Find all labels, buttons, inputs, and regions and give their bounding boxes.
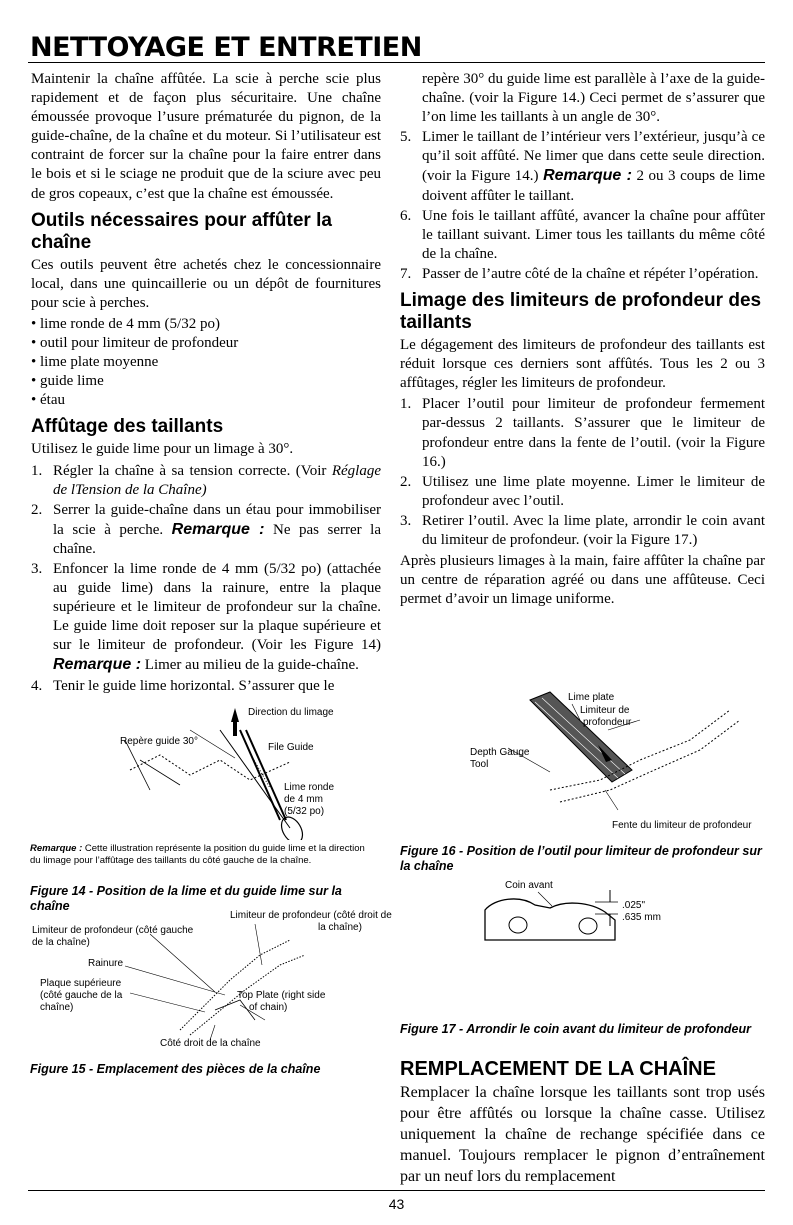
heading-tools: Outils nécessaires pour affûter la chaîne [31,209,332,253]
list-item [31,560,381,676]
list-item [400,512,765,550]
label-inch: .025" [622,900,646,911]
label-top-plate-right: Top Plate (right side [237,990,326,1001]
note-keyword: Remarque : [543,167,632,185]
step-text: Placer l’outil pour limiteur de profondeur fermement par-dessus 2 taillants. S’assurer que le limiteur de profondeur entre dans la fente de l’outil. (voir la Figure 16.) [422,396,765,470]
heading-cutters: Affûtage des taillants [31,416,224,438]
label-right-side: Côté droit de la chaîne [160,1038,261,1049]
label-depth-gauge-right: Limiteur de profondeur (côté droit de [230,910,392,921]
top-rule [28,62,765,63]
list-item: • lime plate moyenne [31,354,159,371]
step-number: 1. [31,462,43,479]
list-item [400,128,765,205]
list-item [400,473,765,511]
figure-16-caption: Figure 16 - Position de l’outil pour limiteur de profondeur sur la chaîne [400,844,762,873]
step-number: 1. [400,396,412,413]
label-lime-plate: Lime plate [568,692,615,703]
label-lime-ronde: Lime ronde [284,782,335,793]
label-file-guide: File Guide [268,742,314,753]
list-item [400,70,765,127]
step-number: 3. [31,560,43,577]
step-number: 5. [400,129,412,146]
step-text: Limer le taillant de l’intérieur vers l’extérieur, jusqu’à ce qu’il soit affûté. Ne limer que dans cette seule direction. (voir la Figure 14.) [422,129,765,185]
after-paragraph: Après plusieurs limages à la main, faire affûter la chaîne par un centre de réparation agréé ou dans une affûteuse. Ceci permet d’avoir un limage uniforme. [400,553,765,608]
label-direction: Direction du limage [248,707,334,718]
page-title: NETTOYAGE ET ENTRETIEN [30,32,422,63]
list-item [400,395,765,471]
label-depth-gauge: Depth Gauge [470,747,530,758]
label-repere: Repère guide 30° [120,736,198,747]
label-limiteur-de: Limiteur de [580,705,630,716]
step-text: Limer au milieu de la guide-chaîne. [144,657,359,674]
label-top-plate-left-side: (côté gauche de la [40,990,123,1001]
intro-paragraph: Maintenir la chaîne affûtée. La scie à perche scie plus rapidement et de façon plus sécuritaire. Une chaîne émoussée provoque l’usure prématurée du pignon, de la guide-chaîne, de la chaîne et du moteur. Si l’utilisateur est contraint de forcer sur la chaîne pour la faire entrer dans le bois et si le sciage ne produit que de la sciure avec peu de gros copeaux, c’est que la chaîne est émoussée. [31,71,381,202]
figure-14 [30,700,380,840]
right-column [400,70,765,611]
step-text: Passer de l’autre côté de la chaîne et répéter l’opération. [422,265,759,282]
replacement-paragraph: Remplacer la chaîne lorsque les taillants sont trop usés pour être affûtés ou lorsque la chaîne casse. Utilisez uniquement la chaîne de rechange spécifiée dans ce manuel. Toujours remplacer le pignon d’entraînement par un neuf lors du remplacement [400,1084,765,1185]
replacement-section [400,1058,765,1189]
label-coin-avant: Coin avant [505,880,553,891]
label-mm: .635 mm [622,912,661,923]
list-item [400,207,765,264]
figure-17-drawing [400,880,765,1000]
step-number: 3. [400,512,412,529]
figure-15 [30,910,392,1050]
tools-intro: Ces outils peuvent être achetés chez le concessionnaire local, dans une quincaillerie ou un dépôt de fournitures pour scie à perches. [31,256,381,311]
list-item: • guide lime [31,373,104,390]
step-text: Ne pas serrer la chaîne. [53,521,382,557]
label-tool: Tool [470,759,489,770]
list-item: • étau [31,392,65,409]
cutters-intro: Utilisez le guide lime pour un limage à 30°. [31,441,294,458]
page-number: 43 [388,1196,405,1212]
list-item [31,462,381,500]
step-text: Retirer l’outil. Avec la lime plate, arrondir le coin avant du limiteur de profondeur. (voir la Figure 17.) [422,512,765,548]
bottom-rule [28,1190,765,1191]
step-text: repère 30° du guide lime est parallèle à l’axe de la guide-chaîne. (voir la Figure 14.) Ceci permet de s’assurer que l’on lime les taillants à un angle de 30°. [422,71,765,126]
label-top-plate-left-chain: chaîne) [40,1002,74,1013]
cutters-steps-continued [400,70,765,284]
step-number: 6. [400,207,412,224]
figure-14-drawing [30,700,380,840]
label-profondeur: profondeur [583,717,632,728]
note-keyword: Remarque : [171,520,265,538]
label-depth-gauge-left: Limiteur de profondeur (côté gauche [32,925,194,936]
tools-list [31,315,381,410]
label-depth-gauge-left-side: de la chaîne) [32,937,90,948]
list-item [31,677,381,696]
step-reference: Réglage de lTension de la Chaîne) [53,462,382,498]
figure-17 [400,880,765,1000]
step-text: Une fois le taillant affûté, avancer la chaîne pour affûter le taillant suivant. Limer tous les taillants du même côté de la chaîne. [422,207,765,262]
step-text: Utilisez une lime plate moyenne. Limer le limiteur de profondeur avec l’outil. [422,473,765,509]
list-item [400,265,765,284]
step-text: Régler la chaîne à sa tension correcte. (Voir [53,462,327,479]
label-top-plate-right-side: of chain) [249,1002,288,1013]
note-text: Cette illustration représente la position du guide lime et la direction du limage pour l’affûtage des taillants du côté gauche de la chaîne. [30,843,365,866]
depth-steps [400,395,765,550]
depth-intro: Le dégagement des limiteurs de profondeur des taillants est réduit lorsque ces derniers sont affûtés. Tous les 2 ou 3 affûtages, régler les limiteurs de profondeur. [400,337,765,392]
step-text: 2 ou 3 coups de lime doivent affûter le taillant. [422,168,765,204]
label-depth-gauge-right-side: la chaîne) [318,922,362,933]
list-item: • lime ronde de 4 mm (5/32 po) [31,315,220,332]
list-item [31,501,381,559]
label-top-plate-left: Plaque supérieure [40,978,122,989]
heading-depth-gauges: Limage des limiteurs de profondeur des taillants [400,290,762,334]
list-item: • outil pour limiteur de profondeur [31,335,239,352]
step-text: Enfoncer la lime ronde de 4 mm (5/32 po) (attachée au guide lime) dans la rainure, entre la plaque supérieure et le limiteur de profondeur sur la chaîne. Le guide lime doit reposer sur la plaque supérieure et sur le limiteur de profondeur. (Voir les Figure 14) [53,560,381,654]
note-keyword: Remarque : [53,656,142,674]
step-number: 4. [31,677,43,694]
figure-15-caption: Figure 15 - Emplacement des pièces de la chaîne [30,1062,321,1076]
step-text: Tenir le guide lime horizontal. S’assurer que le [53,677,335,694]
step-number: 7. [400,265,412,282]
left-column [31,70,381,698]
label-lime-size-in: (5/32 po) [284,806,325,817]
step-number: 2. [400,473,412,490]
step-number: 2. [31,501,43,518]
figure-17-caption: Figure 17 - Arrondir le coin avant du limiteur de profondeur [400,1022,751,1036]
figure-14-note [30,843,370,866]
label-lime-size-mm: de 4 mm [284,794,323,805]
figure-14-caption: Figure 14 - Position de la lime et du guide lime sur la chaîne [30,884,342,913]
note-keyword: Remarque : [30,843,83,854]
step-text: Serrer la guide-chaîne dans un étau pour immobiliser la scie à perche. [53,501,381,538]
label-rainure: Rainure [88,958,124,969]
figure-16 [400,690,765,840]
heading-replacement: REMPLACEMENT DE LA CHAÎNE [400,1058,716,1080]
label-fente: Fente du limiteur de profondeur [612,820,752,831]
cutters-steps [31,462,381,696]
